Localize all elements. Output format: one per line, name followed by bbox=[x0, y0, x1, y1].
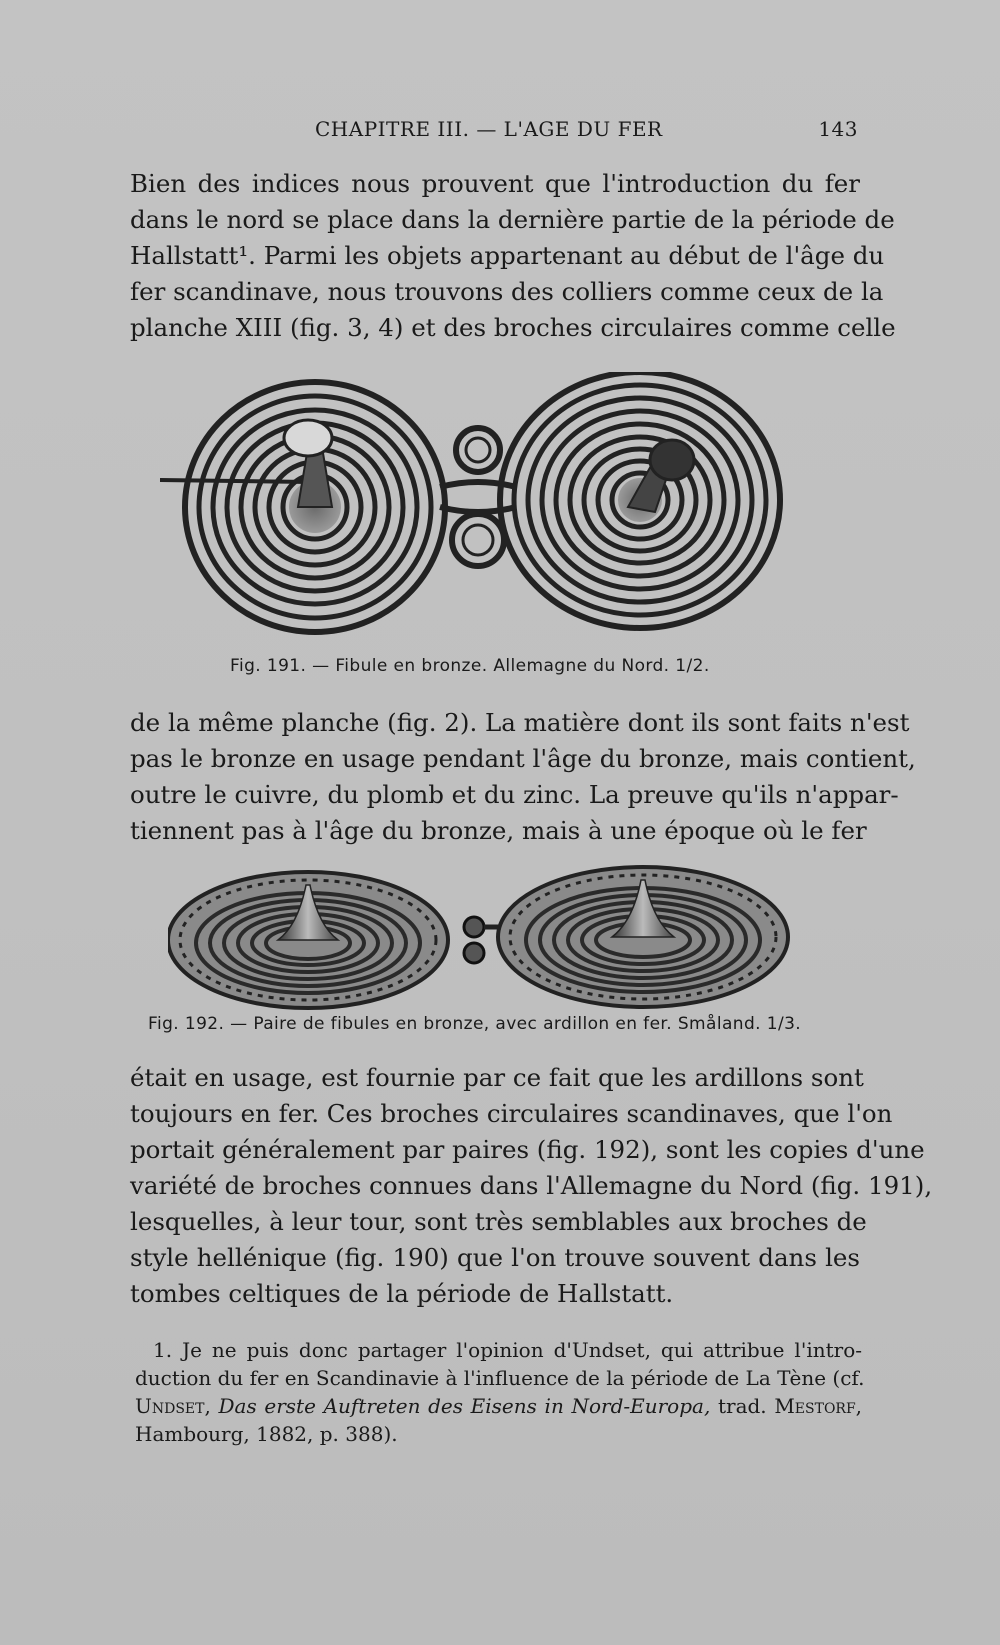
text-line: toujours en fer. Ces broches circulaires scandinaves, que l'on bbox=[130, 1099, 893, 1128]
text-line: était en usage, est fournie par ce fait que les ardillons sont bbox=[130, 1063, 864, 1092]
text-line: portait généralement par paires (fig. 192), sont les copies d'une bbox=[130, 1135, 925, 1164]
text-line: outre le cuivre, du plomb et du zinc. La preuve qu'ils n'appar- bbox=[130, 780, 899, 809]
figure-191-caption: Fig. 191. — Fibule en bronze. Allemagne du Nord. 1/2. bbox=[230, 656, 710, 676]
citation-translator: Mestorf, bbox=[774, 1394, 863, 1418]
text-line: tombes celtiques de la période de Hallstatt. bbox=[130, 1279, 674, 1308]
text-line: tiennent pas à l'âge du bronze, mais à une époque où le fer bbox=[130, 816, 867, 845]
text-line: de la même planche (fig. 2). La matière dont ils sont faits n'est bbox=[130, 708, 910, 737]
footnote bbox=[135, 1336, 865, 1448]
figure-192-caption: Fig. 192. — Paire de fibules en bronze, avec ardillon en fer. Småland. 1/3. bbox=[148, 1014, 802, 1034]
text-line: Bien des indices nous prouvent que l'introduction du fer bbox=[130, 169, 860, 198]
citation-author: Undset, bbox=[135, 1394, 211, 1418]
page-number: 143 bbox=[818, 117, 858, 141]
text-line: fer scandinave, nous trouvons des colliers comme ceux de la bbox=[130, 277, 884, 306]
figure-192-illustration bbox=[168, 865, 828, 1015]
footnote-line: 1. Je ne puis donc partager l'opinion d'Undset, qui attribue l'intro- bbox=[153, 1338, 862, 1362]
footnote-line-citation bbox=[135, 1392, 862, 1420]
citation-trad: trad. bbox=[717, 1394, 767, 1418]
figure-191-illustration bbox=[160, 372, 830, 652]
text-line: planche XIII (fig. 3, 4) et des broches circulaires comme celle bbox=[130, 313, 896, 342]
spiral-fibula-engraving bbox=[160, 372, 830, 652]
citation-title: Das erste Auftreten des Eisens in Nord-Europa, bbox=[218, 1394, 711, 1418]
paragraph-1 bbox=[130, 166, 896, 346]
text-line: pas le bronze en usage pendant l'âge du bronze, mais contient, bbox=[130, 744, 916, 773]
footnote-line: Hambourg, 1882, p. 388). bbox=[135, 1422, 398, 1446]
text-line: style hellénique (fig. 190) que l'on trouve souvent dans les bbox=[130, 1243, 860, 1272]
text-line: variété de broches connues dans l'Allemagne du Nord (fig. 191), bbox=[130, 1171, 933, 1200]
pair-of-fibulae-engraving bbox=[168, 865, 828, 1015]
footnote-line: duction du fer en Scandinavie à l'influence de la période de La Tène (cf. bbox=[135, 1366, 865, 1390]
chapter-title: CHAPITRE III. — L'AGE DU FER bbox=[315, 117, 663, 141]
text-line: dans le nord se place dans la dernière partie de la période de bbox=[130, 205, 895, 234]
text-line: lesquelles, à leur tour, sont très semblables aux broches de bbox=[130, 1207, 867, 1236]
paragraph-2 bbox=[130, 705, 916, 849]
paragraph-3 bbox=[130, 1060, 933, 1312]
text-line: Hallstatt¹. Parmi les objets appartenant au début de l'âge du bbox=[130, 241, 885, 270]
running-head bbox=[130, 117, 858, 147]
